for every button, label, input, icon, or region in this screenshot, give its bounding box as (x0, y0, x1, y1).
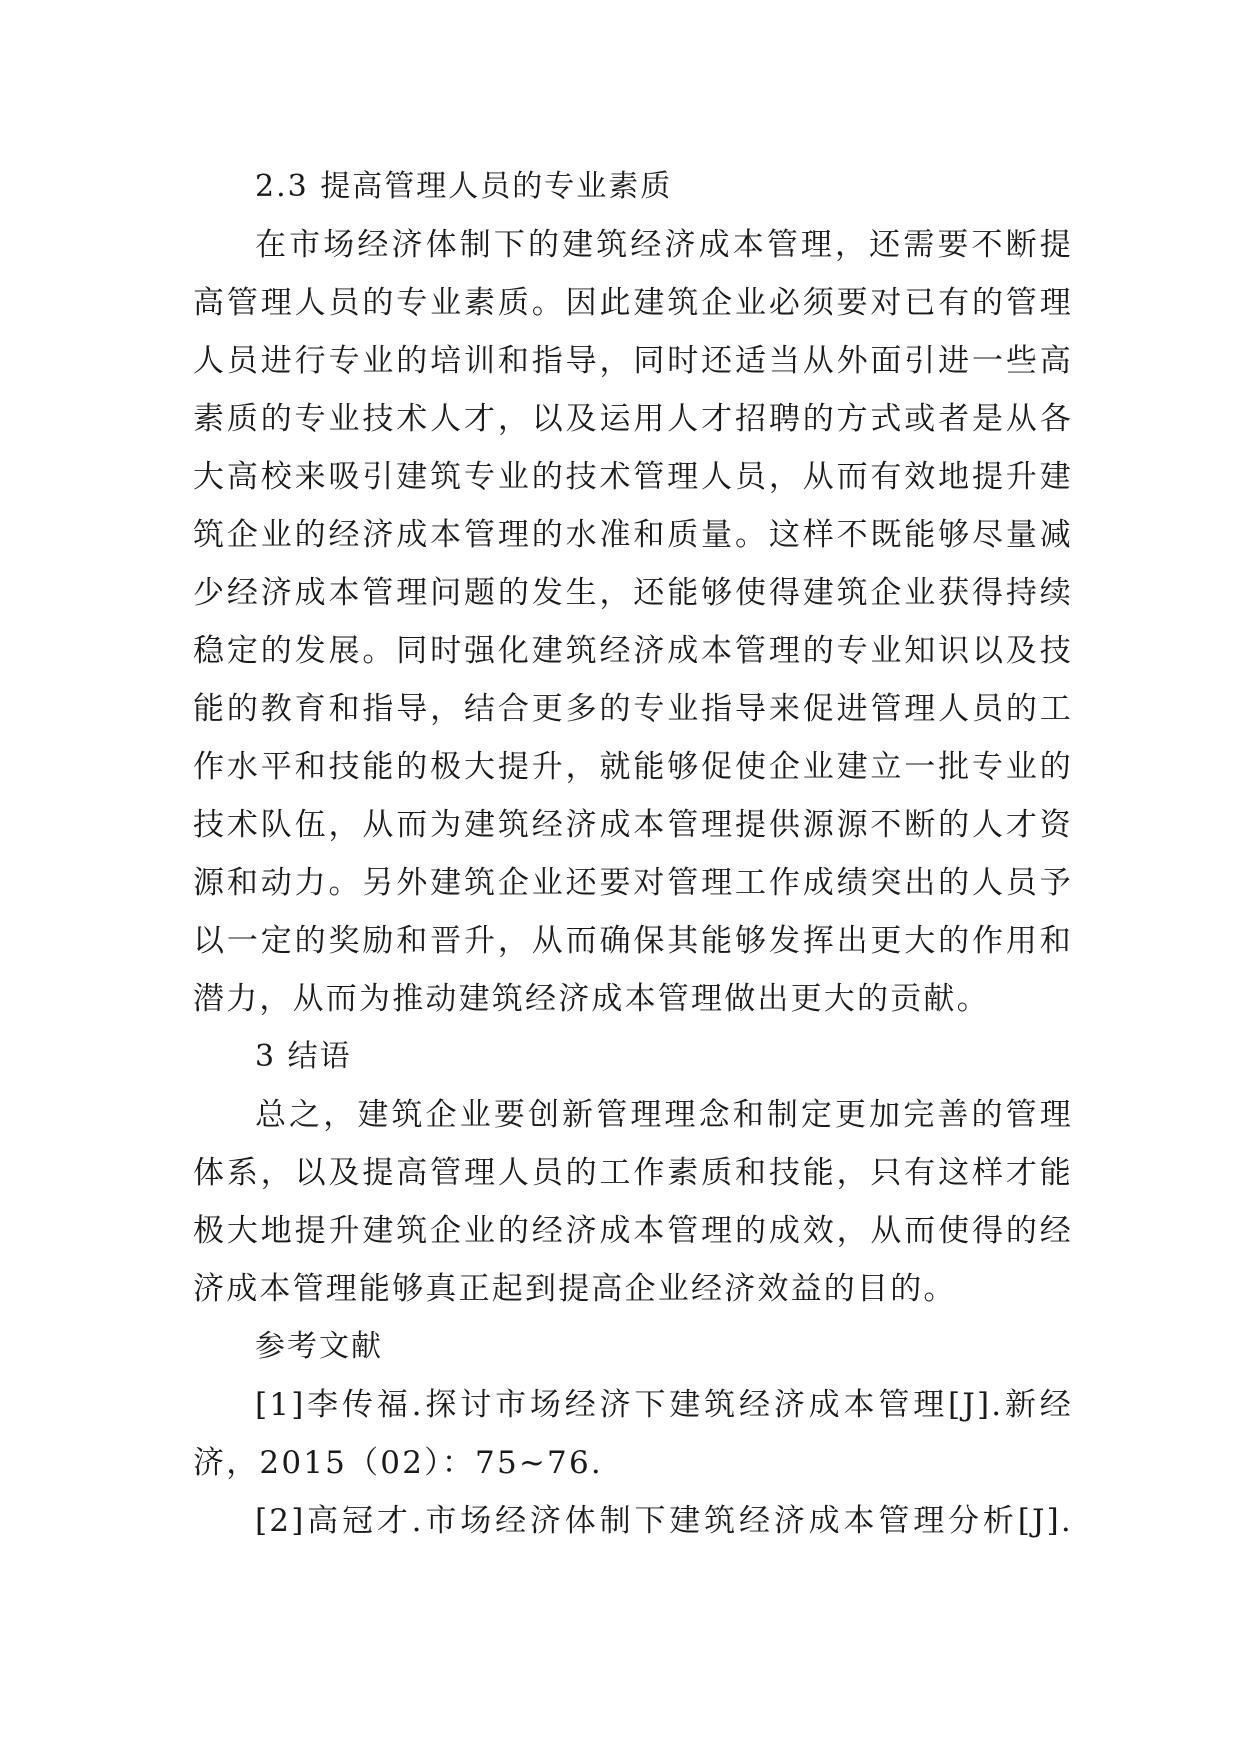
paragraph-line: 以一定的奖励和晋升，从而确保其能够发挥出更大的作用和 (193, 923, 1073, 959)
paragraph-line: 济成本管理能够真正起到提高企业经济效益的目的。 (193, 1271, 957, 1307)
paragraph-line: 高管理人员的专业素质。因此建筑企业必须要对已有的管理 (193, 285, 1073, 321)
references-heading: 参考文献 (255, 1329, 383, 1364)
paragraph-line: 技术队伍，从而为建筑经济成本管理提供源源不断的人才资 (193, 807, 1073, 843)
paragraph-line: 大高校来吸引建筑专业的技术管理人员，从而有效地提升建 (193, 459, 1073, 495)
paragraph-line: 能的教育和指导，结合更多的专业指导来促进管理人员的工 (193, 691, 1073, 727)
paragraph-line: 潜力，从而为推动建筑经济成本管理做出更大的贡献。 (193, 981, 990, 1017)
paragraph-line: 作水平和技能的极大提升，就能够促使企业建立一批专业的 (193, 749, 1073, 785)
paragraph-line: 在市场经济体制下的建筑经济成本管理，还需要不断提 (255, 227, 1073, 263)
paragraph-line: 总之，建筑企业要创新管理理念和制定更加完善的管理 (255, 1097, 1073, 1133)
page-content (193, 158, 1073, 1550)
paragraph-line: 人员进行专业的培训和指导，同时还适当从外面引进一些高 (193, 343, 1073, 379)
section-2-3-heading: 2.3 提高管理人员的专业素质 (255, 169, 673, 204)
paragraph-line: 体系，以及提高管理人员的工作素质和技能，只有这样才能 (193, 1155, 1073, 1191)
reference-line: [2]高冠才.市场经济体制下建筑经济成本管理分析[J]. (255, 1503, 1073, 1539)
paragraph-line: 稳定的发展。同时强化建筑经济成本管理的专业知识以及技 (193, 633, 1073, 669)
paragraph-line: 素质的专业技术人才，以及运用人才招聘的方式或者是从各 (193, 401, 1073, 437)
paragraph-line: 筑企业的经济成本管理的水准和质量。这样不既能够尽量减 (193, 517, 1073, 553)
paragraph-line: 源和动力。另外建筑企业还要对管理工作成绩突出的人员予 (193, 865, 1073, 901)
section-3-heading: 3 结语 (255, 1039, 352, 1074)
paragraph-line: 少经济成本管理问题的发生，还能够使得建筑企业获得持续 (193, 575, 1073, 611)
reference-line: [1]李传福.探讨市场经济下建筑经济成本管理[J].新经 (255, 1387, 1073, 1423)
paragraph-line: 极大地提升建筑企业的经济成本管理的成效，从而使得的经 (193, 1213, 1073, 1249)
reference-line: 济，2015（02）：75~76. (193, 1445, 603, 1481)
